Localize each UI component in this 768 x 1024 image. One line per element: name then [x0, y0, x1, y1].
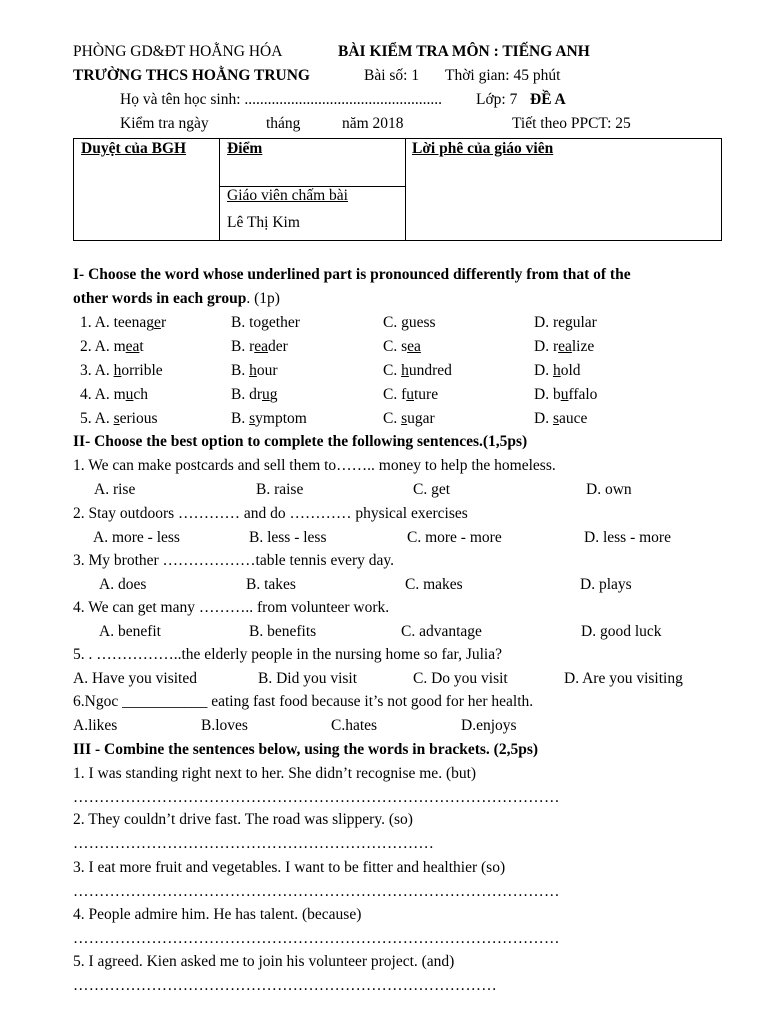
underlined-part: u: [560, 386, 569, 403]
pronunciation-option: B. hour: [231, 362, 278, 379]
option-c: C.hates: [331, 717, 378, 734]
question-2-6: 6.Ngoc ___________ eating fast food because it’s not good for her health.: [73, 693, 534, 710]
pronunciation-option: B. reader: [231, 338, 288, 355]
department-name: PHÒNG GD&ĐT HOẰNG HÓA: [73, 43, 283, 60]
option-c: C. makes: [405, 576, 463, 593]
question-2-3: 3. My brother ………………table tennis every day.: [73, 552, 394, 569]
pronunciation-option: C. sugar: [383, 410, 435, 427]
pronunciation-option: 2. A. meat: [80, 338, 144, 355]
underlined-part: h: [401, 362, 409, 379]
underlined-part: s: [552, 410, 559, 427]
question-2-5: 5. . ……………..the elderly people in the nursing home so far, Julia?: [73, 646, 502, 663]
option-d: D. Are you visiting: [564, 670, 683, 687]
option-b: B.loves: [201, 717, 248, 734]
pronunciation-option: C. future: [383, 386, 439, 403]
option-c: C. Do you visit: [413, 670, 508, 687]
pronunciation-option: D. regular: [534, 314, 597, 331]
answer-line[interactable]: ………………………………………………………………………: [73, 977, 497, 994]
underlined-part: ea: [125, 338, 140, 355]
option-a: A.likes: [73, 717, 118, 734]
student-name-field: Họ và tên học sinh: ...................................................: [120, 91, 443, 108]
school-name: TRƯỜNG THCS HOẰNG TRUNG: [73, 67, 310, 84]
question-3-4: 4. People admire him. He has talent. (because): [73, 906, 362, 923]
grading-table: [73, 138, 722, 241]
pronunciation-option: D. realize: [534, 338, 595, 355]
option-b: B. Did you visit: [258, 670, 358, 687]
test-date-month: tháng: [266, 115, 301, 132]
question-3-5: 5. I agreed. Kien asked me to join his volunteer project. (and): [73, 953, 455, 970]
question-3-3: 3. I eat more fruit and vegetables. I want to be fitter and healthier (so): [73, 859, 506, 876]
option-d: D. less - more: [584, 529, 671, 546]
pronunciation-option: B. together: [231, 314, 300, 331]
option-d: D. plays: [580, 576, 632, 593]
question-2-1: 1. We can make postcards and sell them to…….. money to help the homeless.: [73, 457, 556, 474]
option-a: A. rise: [94, 481, 136, 498]
test-date-day: Kiểm tra ngày: [120, 115, 209, 132]
option-d: D.enjoys: [461, 717, 517, 734]
answer-line[interactable]: …………………………………………………………………………………: [73, 930, 560, 947]
grader-name: Lê Thị Kim: [227, 214, 300, 231]
ppct-period: Tiết theo PPCT: 25: [512, 115, 631, 132]
underlined-part: e: [154, 314, 161, 331]
question-3-2: 2. They couldn’t drive fast. The road was slippery. (so): [73, 811, 413, 828]
option-b: B. less - less: [249, 529, 327, 546]
pronunciation-option: D. buffalo: [534, 386, 598, 403]
test-date-year: năm 2018: [342, 115, 404, 132]
approval-label: Duyệt của BGH: [81, 140, 187, 157]
pronunciation-option: D. sauce: [534, 410, 588, 427]
option-a: A. more - less: [93, 529, 180, 546]
underlined-part: ea: [558, 338, 572, 355]
option-b: B. raise: [256, 481, 304, 498]
option-c: C. get: [413, 481, 451, 498]
score-label: Điểm: [227, 140, 263, 157]
section3-heading: III - Combine the sentences below, using the words in brackets. (2,5ps): [73, 741, 539, 758]
class-field: Lớp: 7: [476, 91, 518, 108]
option-b: B. benefits: [249, 623, 317, 640]
option-d: D. own: [586, 481, 632, 498]
underlined-part: h: [552, 362, 561, 379]
pronunciation-option: 3. A. horrible: [80, 362, 163, 379]
section2-heading: II- Choose the best option to complete the following sentences.(1,5ps): [73, 433, 528, 450]
underlined-part: ea: [254, 338, 269, 355]
pronunciation-option: B. drug: [231, 386, 278, 403]
answer-line[interactable]: …………………………………………………………………………………: [73, 883, 560, 900]
pronunciation-option: 1. A. teenager: [80, 314, 167, 331]
underlined-part: g: [401, 314, 409, 331]
question-3-1: 1. I was standing right next to her. She didn’t recognise me. (but): [73, 765, 477, 782]
answer-line[interactable]: ……………………………………………………………: [73, 835, 435, 852]
table-divider: [405, 139, 406, 240]
pronunciation-option: C. hundred: [383, 362, 452, 379]
test-duration: Thời gian: 45 phút: [445, 67, 561, 84]
pronunciation-option: B. symptom: [231, 410, 307, 427]
exam-title: BÀI KIỂM TRA MÔN : TIẾNG ANH: [338, 43, 590, 60]
answer-line[interactable]: …………………………………………………………………………………: [73, 789, 560, 806]
underlined-part: g: [565, 314, 573, 331]
section1-heading-cont: other words in each group. (1p): [73, 290, 280, 307]
option-d: D. good luck: [581, 623, 662, 640]
question-2-2: 2. Stay outdoors ………… and do ………… physical exercises: [73, 505, 468, 522]
underlined-part: h: [249, 362, 257, 379]
underlined-part: s: [401, 410, 408, 427]
option-c: C. more - more: [407, 529, 502, 546]
option-b: B. takes: [246, 576, 296, 593]
pronunciation-option: 4. A. much: [80, 386, 149, 403]
pronunciation-option: D. hold: [534, 362, 581, 379]
option-c: C. advantage: [401, 623, 482, 640]
underlined-part: u: [125, 386, 134, 403]
section1-heading: I- Choose the word whose underlined part is pronounced differently from that of the: [73, 266, 631, 283]
grader-label: Giáo viên chấm bài: [227, 187, 348, 204]
underlined-part: s: [249, 410, 256, 427]
underlined-part: h: [113, 362, 122, 379]
option-a: A. Have you visited: [73, 670, 197, 687]
underlined-part: ea: [407, 338, 421, 355]
teacher-comment-label: Lời phê của giáo viên: [412, 140, 554, 157]
underlined-part: u: [262, 386, 270, 403]
table-divider: [219, 139, 220, 240]
pronunciation-option: 5. A. serious: [80, 410, 158, 427]
exam-version: ĐỀ A: [530, 91, 566, 108]
question-2-4: 4. We can get many ……….. from volunteer work.: [73, 599, 390, 616]
underlined-part: u: [406, 386, 414, 403]
option-a: A. benefit: [99, 623, 161, 640]
option-a: A. does: [99, 576, 147, 593]
underlined-part: s: [113, 410, 120, 427]
pronunciation-option: C. sea: [383, 338, 421, 355]
test-number: Bài số: 1: [364, 67, 420, 84]
pronunciation-option: C. guess: [383, 314, 436, 331]
underlined-part: g: [261, 314, 269, 331]
